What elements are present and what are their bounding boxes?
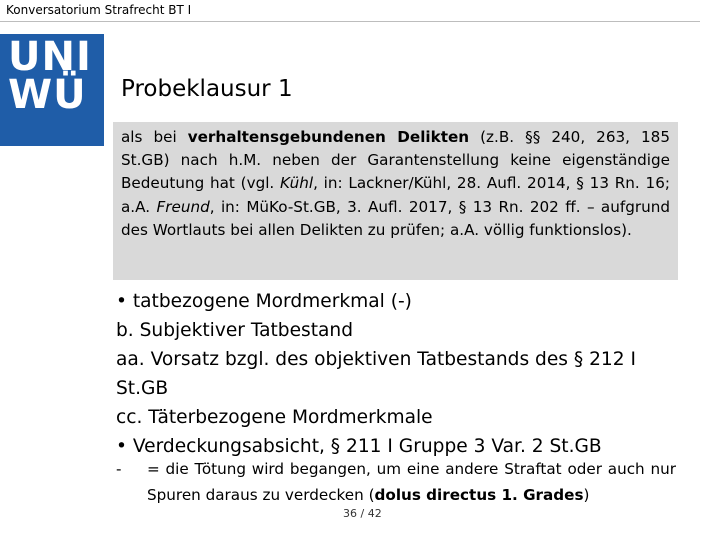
footnote-italic-2: Freund (156, 197, 210, 216)
footnote-text (113, 122, 678, 242)
dash-item-text (147, 456, 676, 508)
dash-marker: - (116, 460, 122, 478)
outline-line: aa. Vorsatz bzgl. des objektiven Tatbestands des § 212 I (116, 349, 636, 370)
footnote-rest-1: (z.B. §§ 240, 263, 185 St.GB) nach h.M. neben der Garantenstellung keine eigenständige Bedeutung hat (vgl. (121, 128, 670, 193)
footnote-bold: verhaltensgebundenen Delikten (187, 128, 470, 146)
footnote-intro: als bei (121, 128, 188, 146)
header-title: Konversatorium Strafrecht BT I (6, 3, 192, 17)
dash-item-main: = die Tötung wird begangen, um eine andere Straftat oder auch nur Spuren daraus zu verdecken ( (147, 460, 676, 504)
university-logo (0, 34, 104, 146)
dash-item-bold: dolus directus 1. Grades (374, 486, 584, 504)
logo-text (8, 34, 92, 118)
footnote-rest-3: , in: MüKo-St.GB, 3. Aufl. 2017, § 13 Rn. 202 ff. – aufgrund des Wortlauts bei allen Delikten zu prüfen; a.A. völlig funktionslos). (121, 197, 670, 239)
dash-list-item (116, 456, 676, 508)
footnote-rest-2: , in: Lackner/Kühl, 28. Aufl. 2014, § 13 Rn. 16; a.A. (121, 174, 670, 216)
outline-line: b. Subjektiver Tatbestand (116, 320, 354, 341)
outline-list (116, 287, 686, 461)
page-number: 36 / 42 (343, 507, 382, 520)
header-divider (0, 21, 700, 22)
outline-line: cc. Täterbezogene Mordmerkmale (116, 407, 433, 428)
footnote-box (113, 122, 678, 280)
footnote-italic-1: Kühl (280, 174, 314, 193)
logo-line-2: WÜ (8, 72, 87, 118)
outline-line: St.GB (116, 378, 169, 399)
logo-line-1: UNI (8, 34, 92, 80)
outline-line: • Verdeckungsabsicht, § 211 I Gruppe 3 Var. 2 St.GB (116, 436, 602, 457)
outline-line: • tatbezogene Mordmerkmal (-) (116, 291, 412, 312)
slide-title: Probeklausur 1 (121, 76, 293, 102)
dash-item-close: ) (583, 486, 590, 504)
